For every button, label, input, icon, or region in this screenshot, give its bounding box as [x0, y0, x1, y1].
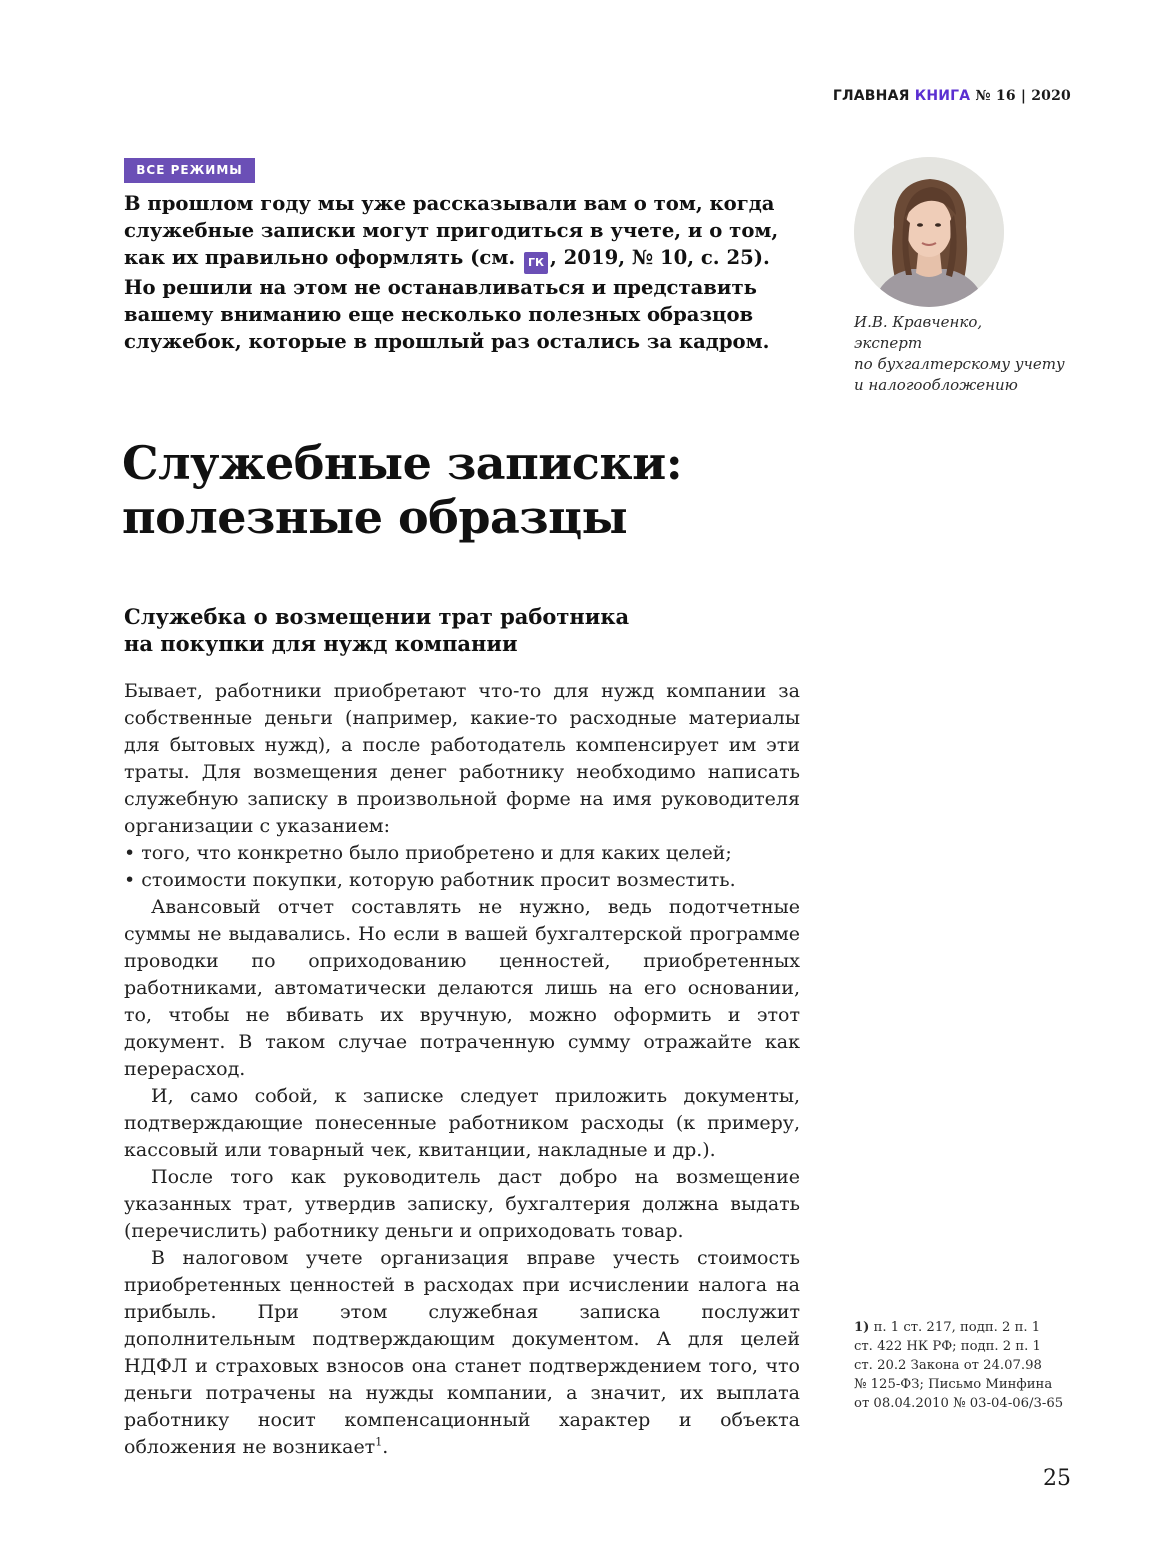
author-role: эксперт	[854, 334, 923, 352]
footnote-ref: 1	[375, 1435, 383, 1449]
section-subheading	[124, 603, 804, 657]
body-paragraph: После того как руководитель даст добро на возмещение указанных трат, утвердив записку, бухгалтерия должна выдать (перечислить) работнику деньги и оприходовать товар.	[124, 1166, 800, 1242]
masthead-issue: № 16 | 2020	[970, 88, 1071, 104]
bullet-item: • стоимости покупки, которую работник просит возместить.	[124, 869, 736, 891]
author-photo-icon	[854, 157, 1004, 307]
author-name: И.В. Кравченко,	[854, 313, 983, 331]
magazine-masthead	[833, 88, 1071, 104]
footnote-line: ст. 20.2 Закона от 24.07.98	[854, 1358, 1042, 1373]
footnote	[854, 1318, 1079, 1413]
author-caption	[854, 312, 1094, 396]
footnote-line: от 08.04.2010 № 03-04-06/3-65	[854, 1396, 1064, 1411]
subheading-line: на покупки для нужд компании	[124, 631, 518, 656]
article-title-line: полезные образцы	[122, 490, 628, 544]
footnote-line: ст. 422 НК РФ; подп. 2 п. 1	[854, 1339, 1041, 1354]
article-title	[122, 436, 842, 544]
article-body	[124, 678, 800, 1461]
body-paragraph: Авансовый отчет составлять не нужно, ведь подотчетные суммы не выдавались. Но если в вашей бухгалтерской программе проводки по оприходованию ценностей, приобретенных работниками, автоматически делаются лишь на его основании, то, чтобы не вбивать их вручную, можно оформить и этот документ. В таком случае потраченную сумму отражайте как перерасход.	[124, 896, 800, 1080]
footnote-line: № 125-ФЗ; Письмо Минфина	[854, 1377, 1053, 1392]
body-paragraph: Бывает, работники приобретают что-то для нужд компании за собственные деньги (например, какие-то расходные материалы для бытовых нужд), а после работодатель компенсирует им эти траты. Для возмещения денег работнику необходимо написать служебную записку в произвольной форме на имя руководителя организации с указанием:	[124, 680, 800, 837]
author-portrait	[854, 157, 1004, 307]
bullet-item: • того, что конкретно было приобретено и для каких целей;	[124, 842, 732, 864]
masthead-title: ГЛАВНАЯ	[832, 88, 915, 104]
author-specialty: по бухгалтерскому учету	[854, 355, 1065, 373]
subheading-line: Служебка о возмещении трат работника	[124, 604, 630, 629]
lead-text-start: В прошлом году мы уже рассказывали вам о том, когда служебные записки могут пригодиться в учете, и о том, как их правильно оформлять (см.	[124, 192, 779, 269]
lead-text-end: , 2019, № 10, с. 25). Но решили на этом не останавливаться и представить вашему вниманию еще несколько полезных образцов служебок, которые в прошлый раз остались за кадром.	[124, 246, 770, 353]
masthead-title-accent: КНИГА	[914, 88, 971, 104]
gk-logo-icon: ГК	[524, 252, 548, 274]
body-paragraph	[124, 1245, 800, 1461]
category-tag: ВСЕ РЕЖИМЫ	[124, 158, 255, 183]
body-paragraph-end: .	[382, 1436, 389, 1458]
body-paragraph: И, само собой, к записке следует приложить документы, подтверждающие понесенные работником расходы (к примеру, кассовый или товарный чек, квитанции, накладные и др.).	[124, 1085, 800, 1161]
footnote-line: п. 1 ст. 217, подп. 2 п. 1	[869, 1320, 1041, 1335]
page-number: 25	[1043, 1466, 1071, 1491]
body-paragraph-text: В налоговом учете организация вправе учесть стоимость приобретенных ценностей в расходах при исчислении налога на прибыль. При этом служебная записка послужит дополнительным подтверждающим документом. А для целей НДФЛ и страховых взносов она станет подтверждением того, что деньги потрачены на нужды компании, а значит, их выплата работнику носит компенсационный характер и объекта обложения не возникает	[124, 1247, 800, 1458]
lead-paragraph	[124, 190, 804, 355]
author-specialty-cont: и налогообложению	[854, 376, 1018, 394]
article-title-line: Служебные записки:	[122, 436, 683, 490]
footnote-number: 1)	[854, 1320, 870, 1335]
